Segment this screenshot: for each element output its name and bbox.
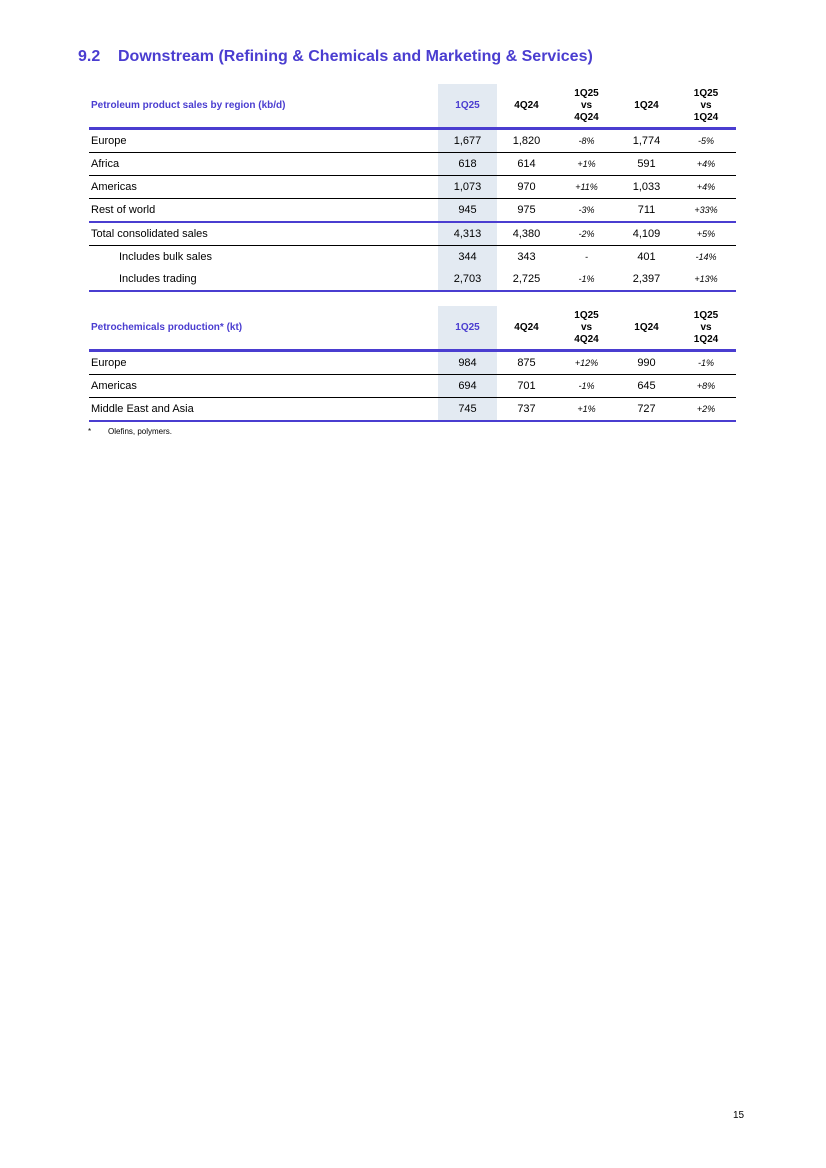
header-line: 4Q24 (574, 111, 599, 123)
cell-vs-1q24: +4% (676, 176, 736, 199)
section-title: Downstream (Refining & Chemicals and Marketing & Services) (118, 48, 593, 65)
column-header-4q24: 4Q24 (497, 306, 556, 351)
header-line: vs (580, 99, 593, 111)
cell-vs-1q24: -14% (695, 252, 717, 262)
row-label: Rest of world (89, 199, 438, 223)
cell-vs-4q24: +1% (556, 153, 617, 176)
cell-vs-1q24: +4% (676, 153, 736, 176)
cell-1q24: 1,774 (617, 129, 676, 153)
cell-vs-1q24: +33% (676, 199, 736, 223)
column-header-vs-1q24 (676, 84, 736, 129)
row-label: Includes trading (89, 268, 438, 291)
column-header-1q25: 1Q25 (438, 84, 497, 129)
cell-vs-1q24: +8% (676, 375, 736, 398)
table-row (89, 246, 736, 269)
cell-vs-4q24: -2% (556, 222, 617, 246)
cell-4q24: 701 (497, 375, 556, 398)
cell-1q24: 727 (617, 398, 676, 422)
cell-1q25: 4,313 (438, 222, 497, 246)
header-line: 1Q25 (693, 87, 719, 99)
row-label: Africa (89, 153, 438, 176)
column-header-vs-4q24 (556, 84, 617, 129)
cell-1q25: 344 (438, 246, 497, 269)
cell-1q25: 2,703 (438, 268, 497, 291)
row-label: Americas (89, 375, 438, 398)
section-number: 9.2 (78, 48, 101, 65)
cell-1q24: 990 (617, 351, 676, 375)
header-line: 1Q25 (574, 87, 599, 99)
header-line: 1Q25 (574, 309, 599, 321)
table-row (89, 129, 736, 153)
cell-vs-1q24: -5% (676, 129, 736, 153)
cell-vs-1q24: +13% (676, 268, 736, 291)
cell-1q24: 4,109 (617, 222, 676, 246)
cell-1q25: 694 (438, 375, 497, 398)
table-row (89, 268, 736, 291)
footnote-mark: * (88, 427, 92, 436)
cell-1q24: 711 (617, 199, 676, 223)
cell-4q24: 4,380 (497, 222, 556, 246)
header-line: 1Q25 (693, 309, 719, 321)
section-heading (78, 48, 593, 66)
footnote (88, 427, 172, 436)
cell-4q24: 970 (497, 176, 556, 199)
row-label: Americas (89, 176, 438, 199)
cell-vs-4q24: -8% (556, 129, 617, 153)
column-header-1q25: 1Q25 (438, 306, 497, 351)
cell-vs-4q24: -1% (556, 375, 617, 398)
cell-1q24: 401 (637, 251, 656, 263)
header-line: 1Q24 (693, 111, 719, 123)
cell-vs-1q24: -1% (676, 351, 736, 375)
footnote-text: Olefins, polymers. (108, 427, 173, 436)
cell-vs-4q24: - (585, 252, 588, 262)
cell-vs-4q24: -1% (556, 268, 617, 291)
cell-vs-1q24: +5% (676, 222, 736, 246)
row-label: Europe (89, 351, 438, 375)
cell-vs-1q24: +2% (676, 398, 736, 422)
cell-vs-4q24: +11% (556, 176, 617, 199)
petrochemicals-production-table (89, 306, 736, 422)
table-row (89, 153, 736, 176)
cell-1q25: 618 (438, 153, 497, 176)
cell-4q24: 737 (497, 398, 556, 422)
table-row (89, 199, 736, 223)
cell-1q25: 945 (438, 199, 497, 223)
cell-4q24: 614 (497, 153, 556, 176)
table-header-row (89, 84, 736, 129)
column-header-vs-1q24 (676, 306, 736, 351)
table-row (89, 176, 736, 199)
row-label: Includes bulk sales (119, 251, 212, 263)
cell-4q24: 1,820 (497, 129, 556, 153)
header-line: 1Q24 (693, 333, 719, 345)
header-line: 4Q24 (574, 333, 599, 345)
cell-vs-4q24: +12% (556, 351, 617, 375)
cell-1q24: 1,033 (617, 176, 676, 199)
row-label: Middle East and Asia (89, 398, 438, 422)
cell-1q25: 745 (438, 398, 497, 422)
cell-vs-4q24: +1% (556, 398, 617, 422)
cell-1q25: 1,677 (438, 129, 497, 153)
cell-4q24: 343 (517, 251, 536, 263)
row-label: Europe (89, 129, 438, 153)
cell-vs-4q24: -3% (556, 199, 617, 223)
cell-1q24: 645 (617, 375, 676, 398)
header-line: vs (580, 321, 593, 333)
column-header-label: Petrochemicals production* (kt) (89, 306, 438, 351)
table-row (89, 351, 736, 375)
table-header-row (89, 306, 736, 351)
column-header-1q24: 1Q24 (617, 84, 676, 129)
cell-1q25: 1,073 (438, 176, 497, 199)
cell-1q24: 2,397 (617, 268, 676, 291)
cell-4q24: 975 (497, 199, 556, 223)
column-header-1q24: 1Q24 (617, 306, 676, 351)
column-header-label: Petroleum product sales by region (kb/d) (89, 84, 438, 129)
column-header-vs-4q24 (556, 306, 617, 351)
column-header-4q24: 4Q24 (497, 84, 556, 129)
header-line: vs (700, 321, 712, 333)
header-line: vs (700, 99, 712, 111)
row-label: Total consolidated sales (89, 222, 438, 246)
table-row (89, 222, 736, 246)
cell-4q24: 2,725 (497, 268, 556, 291)
cell-4q24: 875 (497, 351, 556, 375)
page-number: 15 (733, 1110, 745, 1121)
cell-1q24: 591 (617, 153, 676, 176)
petroleum-sales-table (89, 84, 736, 292)
table-row (89, 375, 736, 398)
cell-1q25: 984 (438, 351, 497, 375)
table-row (89, 398, 736, 422)
